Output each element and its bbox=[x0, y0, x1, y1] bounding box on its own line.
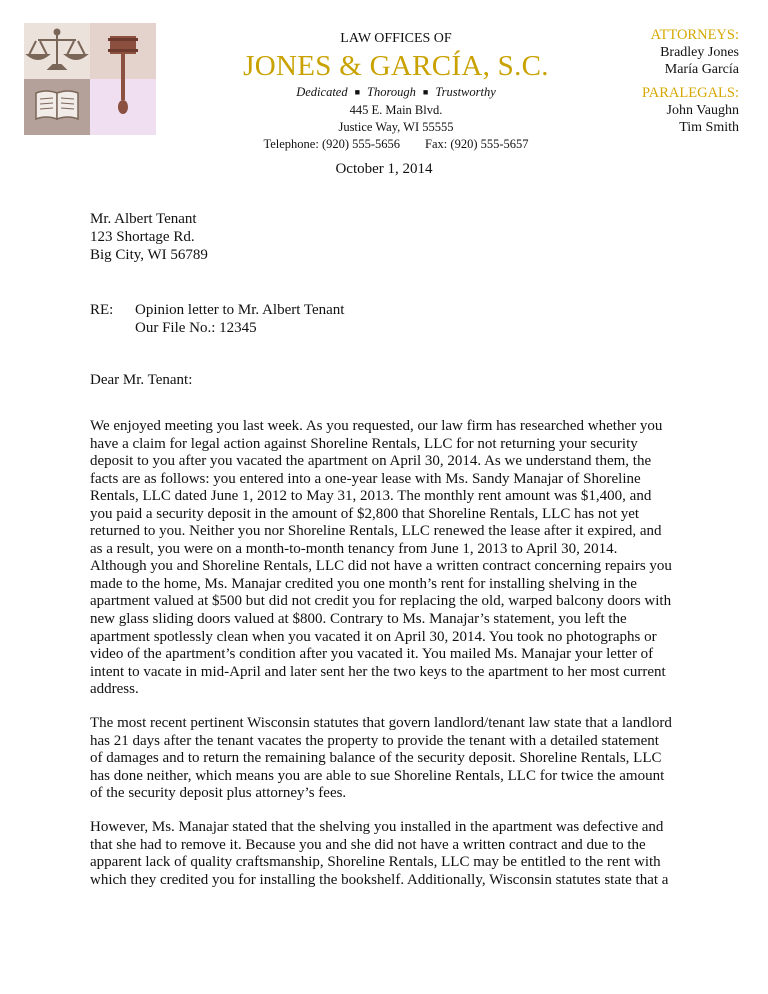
salutation: Dear Mr. Tenant: bbox=[90, 372, 193, 388]
firm-logo bbox=[24, 23, 156, 135]
body-line: facts are as follows: you entered into a one-year lease with Ms. Sandy Manajar of Shoreline bbox=[90, 470, 641, 487]
body-line: as a result, you were on a month-to-month tenancy from June 1, 2013 to April 30, 2014. bbox=[90, 540, 618, 557]
body-line: you paid a security deposit in the amount of $2,800 that Shoreline Rentals, LLC has not yet bbox=[90, 505, 640, 522]
paragraph-3 bbox=[90, 819, 668, 889]
body-line: made to the home, Ms. Manajar credited you one month’s rent for installing shelving in the bbox=[90, 575, 637, 592]
body-line: new glass sliding doors valued at $800. Contrary to Ms. Manajar’s statement, you left the bbox=[90, 611, 627, 628]
re-label: RE: bbox=[90, 302, 114, 318]
body-line: The most recent pertinent Wisconsin statutes that govern landlord/tenant law state that a landlord bbox=[90, 715, 672, 731]
staff-list bbox=[642, 27, 739, 136]
body-line: apparent lack of quality craftsmanship, Shoreline Rentals, LLC may be entitled to the rent with bbox=[90, 854, 661, 871]
motto bbox=[214, 84, 578, 102]
motto-separator-icon: ■ bbox=[422, 87, 429, 97]
body-line: which they credited you for installing the bookshelf. Additionally, Wisconsin statutes state that a bbox=[90, 871, 669, 888]
body-line: of the security deposit plus attorney’s fees. bbox=[90, 785, 347, 802]
phone-fax: Telephone: (920) 555-5656 Fax: (920) 555-5657 bbox=[263, 137, 529, 151]
attorney-name: María García bbox=[664, 62, 739, 77]
body-line: address. bbox=[90, 681, 139, 698]
body-line: apartment valued at $500 but did not credit you for replacing the old, warped balcony doors with bbox=[90, 593, 672, 610]
body-line: that she had to remove it. Because you and she did not have a written contract and due to the bbox=[90, 836, 646, 853]
body-line: Rentals, LLC dated June 1, 2012 to May 31, 2013. The monthly rent amount was $1,400, and bbox=[90, 488, 652, 505]
paralegals-heading: PARALEGALS: bbox=[642, 85, 739, 101]
motto-word: Dedicated bbox=[296, 85, 348, 99]
recipient-line: Mr. Albert Tenant bbox=[90, 211, 197, 227]
firm-name: JONES & GARCÍA, S.C. bbox=[243, 50, 549, 82]
body-line: However, Ms. Manajar stated that the shelving you installed in the apartment was defective and bbox=[90, 819, 664, 835]
recipient-line: 123 Shortage Rd. bbox=[90, 229, 195, 245]
letter-date: October 1, 2014 bbox=[335, 161, 433, 177]
logo-graphics bbox=[24, 23, 156, 135]
body-line: apartment spotlessly clean when you vacated it on April 30, 2014. You took no photographs or bbox=[90, 628, 657, 645]
letterhead bbox=[214, 30, 578, 151]
address-line-1: 445 E. Main Blvd. bbox=[349, 103, 443, 117]
body-line: of damages and to return the remaining balance of the security deposit. Shoreline Rentals, LLC bbox=[90, 750, 662, 767]
address-line-2: Justice Way, WI 55555 bbox=[338, 120, 454, 134]
body-line: have a claim for legal action against Shoreline Rentals, LLC for not returning your security bbox=[90, 435, 638, 452]
gavel-icon bbox=[108, 36, 138, 114]
paragraph-1 bbox=[90, 418, 672, 699]
paralegal-name: Tim Smith bbox=[679, 120, 739, 135]
re-line: Our File No.: 12345 bbox=[135, 320, 257, 336]
motto-word: Thorough bbox=[367, 85, 416, 99]
motto-separator-icon: ■ bbox=[354, 87, 361, 97]
re-line: Opinion letter to Mr. Albert Tenant bbox=[135, 302, 345, 318]
paragraph-2 bbox=[90, 715, 672, 803]
recipient-line: Big City, WI 56789 bbox=[90, 247, 208, 263]
pre-title: LAW OFFICES OF bbox=[340, 31, 452, 46]
body-line: returned to you. Neither you nor Shoreline Rentals, LLC renewed the lease after it expired, and bbox=[90, 523, 662, 540]
recipient-address bbox=[90, 210, 208, 264]
body-line: We enjoyed meeting you last week. As you requested, our law firm has researched whether you bbox=[90, 418, 663, 434]
attorneys-heading: ATTORNEYS: bbox=[650, 27, 739, 43]
scales-icon bbox=[28, 30, 86, 70]
attorney-name: Bradley Jones bbox=[660, 45, 739, 60]
body-line: has 21 days after the tenant vacates the property to provide the tenant with a detailed statement bbox=[90, 732, 659, 749]
body-line: intent to vacate in mid-April and later sent her the two keys to the apartment to her most current bbox=[90, 663, 666, 680]
body-line: deposit to you after you vacated the apartment on April 30, 2014. As we understand them, the bbox=[90, 453, 652, 470]
body-line: video of the apartment’s condition after you vacated it. You mailed Ms. Manajar your letter of bbox=[90, 646, 654, 663]
paralegal-name: John Vaughn bbox=[666, 103, 739, 118]
body-line: Although you and Shoreline Rentals, LLC did not have a written contract concerning repairs you bbox=[90, 558, 672, 575]
body-line: has done neither, which means you are able to sue Shoreline Rentals, LLC for twice the amount bbox=[90, 767, 665, 784]
book-icon bbox=[36, 91, 78, 119]
motto-word: Trustworthy bbox=[435, 85, 496, 99]
